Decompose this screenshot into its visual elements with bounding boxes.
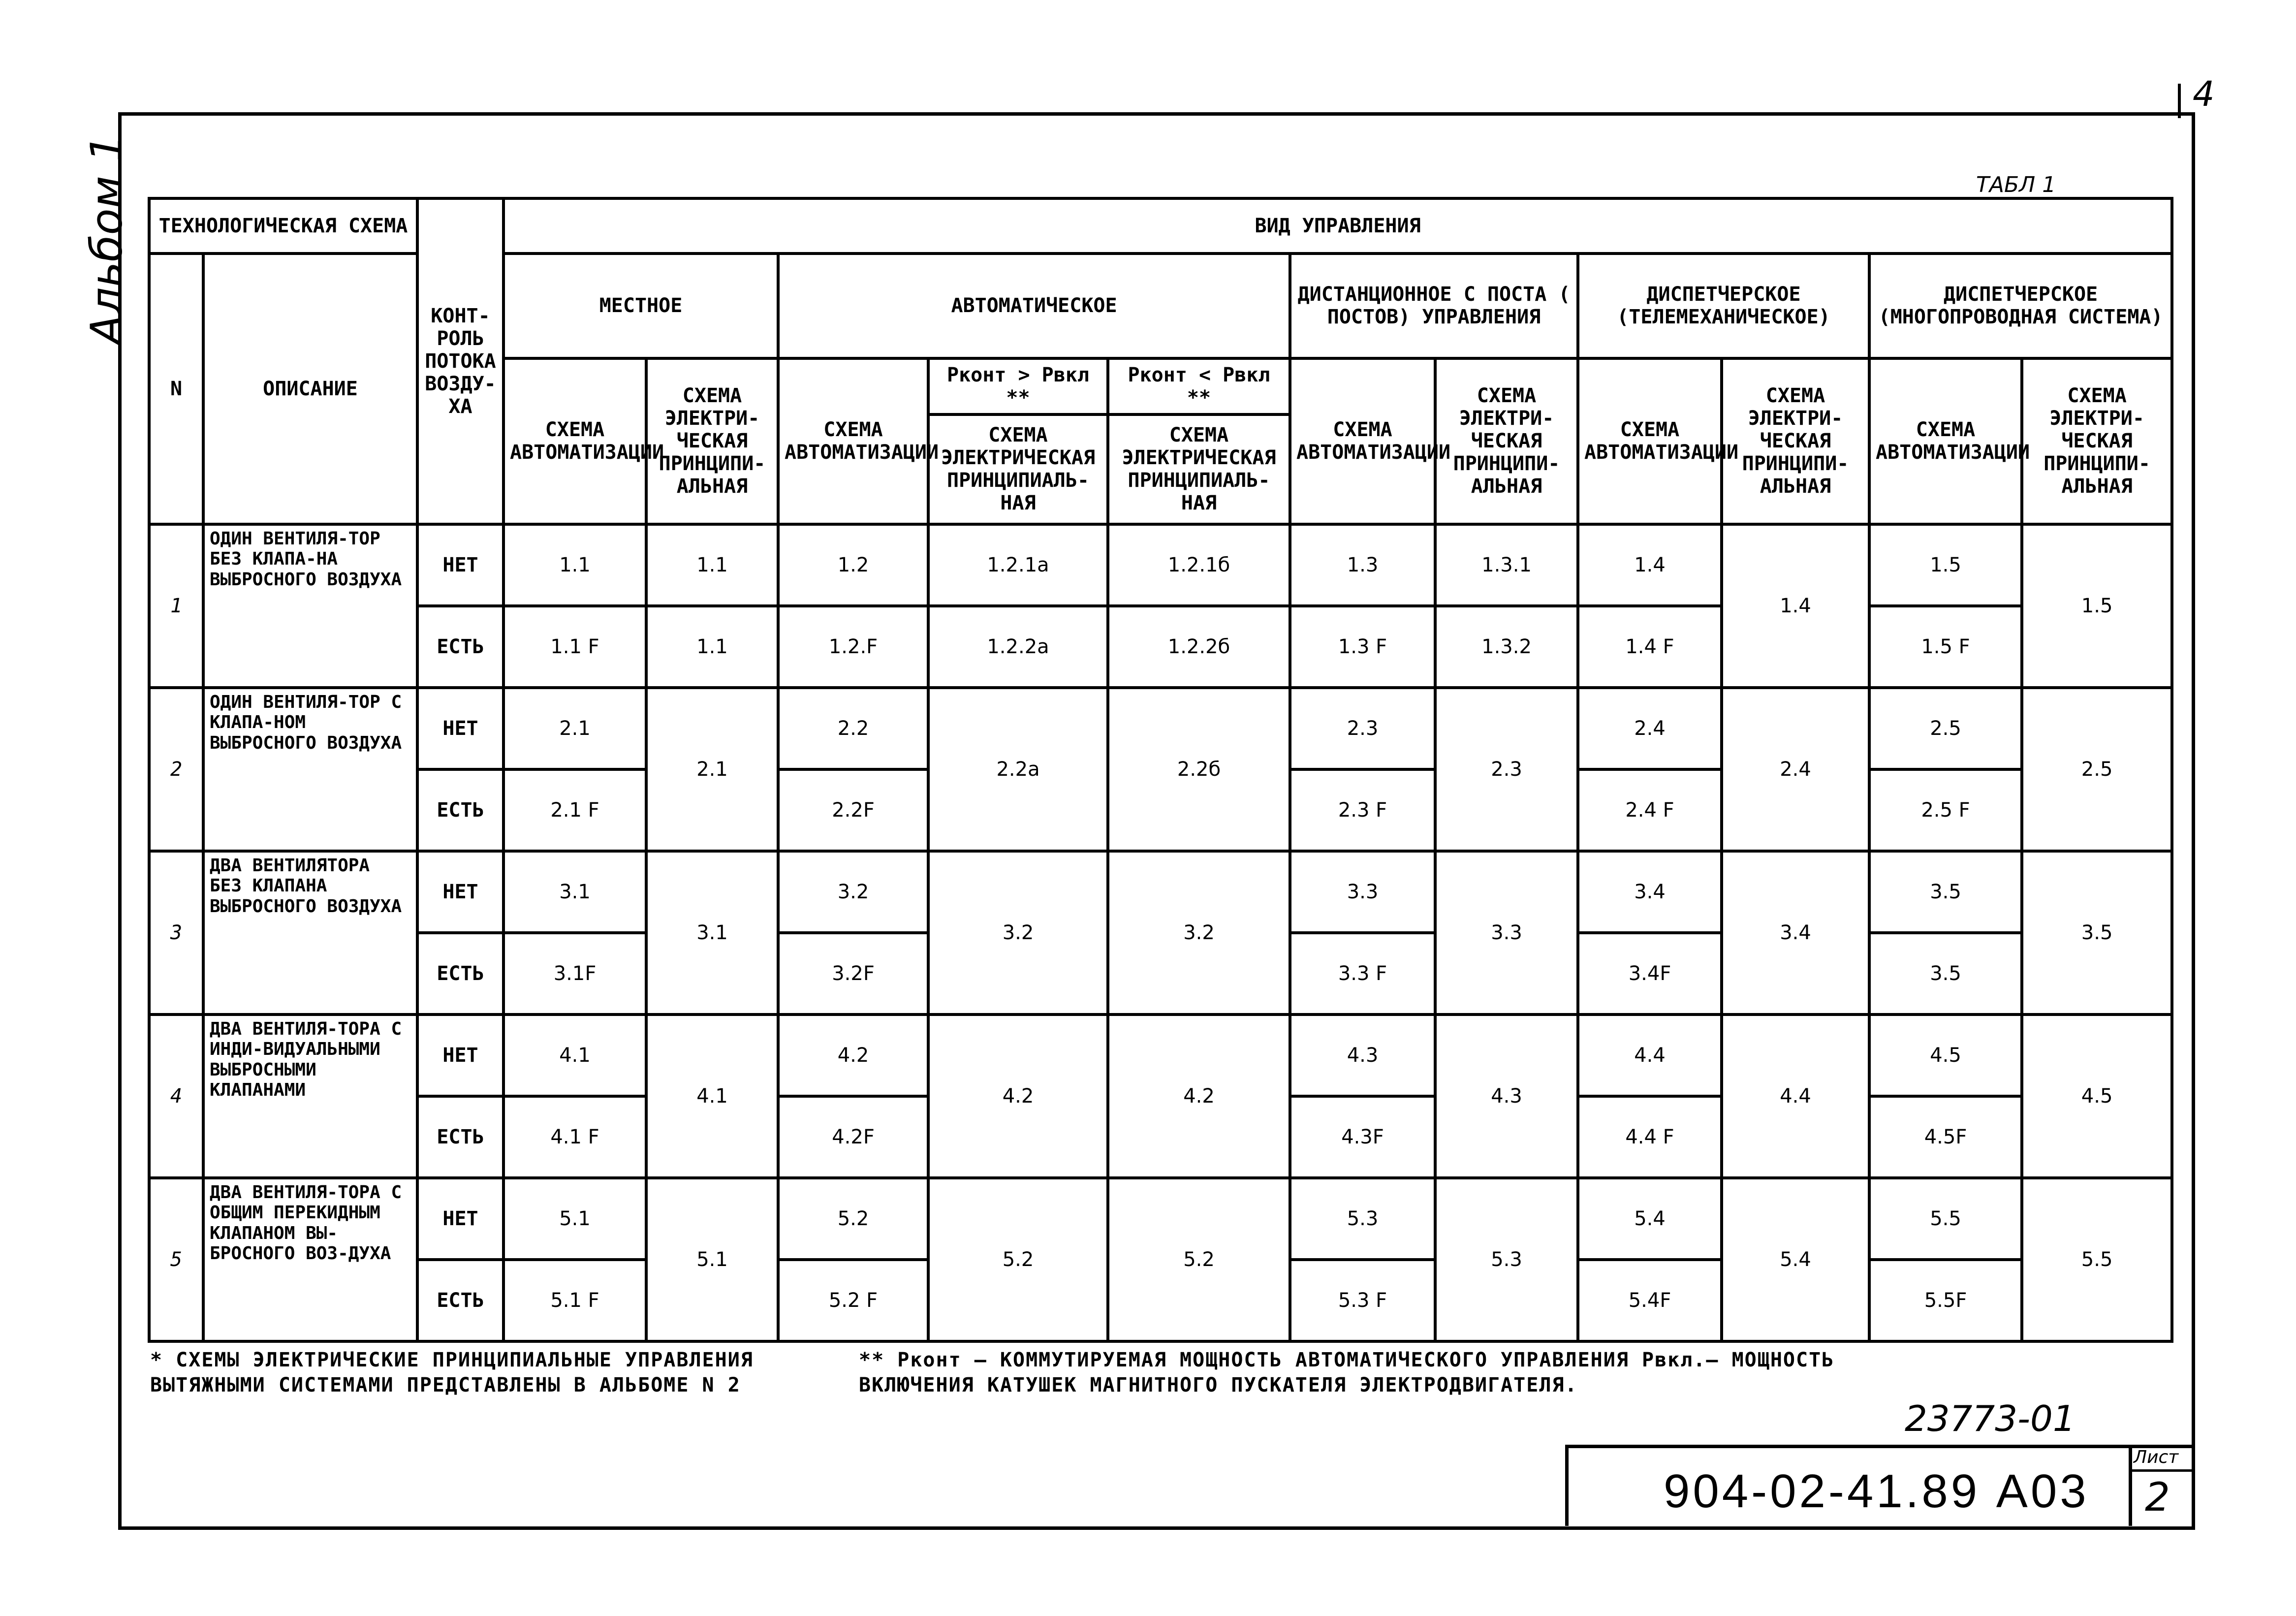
cell-multi-auto-no: 5.5 [1869,1178,2022,1260]
sheet-value: 2 [2145,1474,2170,1520]
header-p-greater-elec: СХЕМА ЭЛЕКТРИЧЕСКАЯ ПРИНЦИПИАЛЬ-НАЯ [928,414,1108,524]
cell-p-greater-no: 1.2.1а [928,524,1108,606]
cell-multi-auto-no: 2.5 [1869,688,2022,769]
cell-multi-elec: 4.5 [2022,1014,2172,1178]
cell-remote-elec: 2.3 [1435,688,1578,851]
table-label: ТАБЛ 1 [1976,172,2056,197]
cell-p-greater: 2.2а [928,688,1108,851]
cell-remote-auto-no: 2.3 [1290,688,1435,769]
cell-multi-auto-yes: 3.5 [1869,933,2022,1014]
row-description: ДВА ВЕНТИЛЯТОРА БЕЗ КЛАПАНА ВЫБРОСНОГО ВОЗДУХА [203,851,417,1014]
cell-auto-yes: 2.2F [778,769,928,851]
cell-p-greater: 4.2 [928,1014,1108,1178]
cell-tele-elec: 3.4 [1722,851,1869,1014]
cell-local-auto-no: 4.1 [503,1014,646,1096]
header-remote-elec: СХЕМА ЭЛЕКТРИ-ЧЕСКАЯ ПРИНЦИПИ-АЛЬНАЯ [1435,358,1578,524]
cell-local-auto-yes: 3.1F [503,933,646,1014]
header-control-type: ВИД УПРАВЛЕНИЯ [503,198,2172,253]
cell-tele-auto-no: 4.4 [1578,1014,1722,1096]
cell-auto-no: 5.2 [778,1178,928,1260]
header-multi-elec: СХЕМА ЭЛЕКТРИ-ЧЕСКАЯ ПРИНЦИПИ-АЛЬНАЯ [2022,358,2172,524]
cell-local-auto-no: 1.1 [503,524,646,606]
cell-multi-auto-no: 4.5 [1869,1014,2022,1096]
airflow-no: НЕТ [417,1178,503,1260]
cell-remote-elec: 5.3 [1435,1178,1578,1341]
row-number: 5 [149,1178,203,1341]
row-description: ДВА ВЕНТИЛЯ-ТОРА С ИНДИ-ВИДУАЛЬНЫМИ ВЫБРОСНЫМИ КЛАПАНАМИ [203,1014,417,1178]
cell-remote-auto-yes: 5.3 F [1290,1260,1435,1341]
header-local: МЕСТНОЕ [503,253,778,358]
cell-remote-elec: 3.3 [1435,851,1578,1014]
sheet-number: 4 [2193,74,2215,114]
cell-tele-auto-yes: 5.4F [1578,1260,1722,1341]
cell-remote-auto-yes: 4.3F [1290,1096,1435,1178]
header-remote: ДИСТАНЦИОННОЕ С ПОСТА ( ПОСТОВ) УПРАВЛЕНИЯ [1290,253,1578,358]
cell-local-auto-yes: 4.1 F [503,1096,646,1178]
airflow-no: НЕТ [417,524,503,606]
header-automatic: АВТОМАТИЧЕСКОЕ [778,253,1290,358]
cell-p-less: 5.2 [1108,1178,1290,1341]
archive-number: 23773-01 [1905,1398,2076,1439]
cell-auto-yes: 4.2F [778,1096,928,1178]
row-description: ОДИН ВЕНТИЛЯ-ТОР С КЛАПА-НОМ ВЫБРОСНОГО ВОЗДУХА [203,688,417,851]
row-number: 2 [149,688,203,851]
airflow-no: НЕТ [417,851,503,933]
row-number: 1 [149,524,203,688]
airflow-no: НЕТ [417,1014,503,1096]
row-description: ОДИН ВЕНТИЛЯ-ТОР БЕЗ КЛАПА-НА ВЫБРОСНОГО ВОЗДУХА [203,524,417,688]
footnote-electric-schemes: * СХЕМЫ ЭЛЕКТРИЧЕСКИЕ ПРИНЦИПИАЛЬНЫЕ УПРАВЛЕНИЯ ВЫТЯЖНЫМИ СИСТЕМАМИ ПРЕДСТАВЛЕНЫ В АЛЬБОМЕ N 2 [150,1349,754,1397]
cell-local-elec: 2.1 [646,688,778,851]
cell-remote-auto-no: 4.3 [1290,1014,1435,1096]
cell-p-less: 3.2 [1108,851,1290,1014]
header-tele-auto: СХЕМА АВТОМАТИЗАЦИИ [1578,358,1722,524]
cell-p-less: 2.2б [1108,688,1290,851]
cell-remote-auto-yes: 3.3 F [1290,933,1435,1014]
cell-multi-elec: 2.5 [2022,688,2172,851]
cell-remote-auto-no: 1.3 [1290,524,1435,606]
cell-remote-auto-no: 5.3 [1290,1178,1435,1260]
cell-local-elec: 4.1 [646,1014,778,1178]
cell-tele-auto-yes: 2.4 F [1578,769,1722,851]
cell-tele-auto-yes: 4.4 F [1578,1096,1722,1178]
cell-p-greater-yes: 1.2.2а [928,606,1108,688]
cell-tele-auto-no: 2.4 [1578,688,1722,769]
cell-multi-auto-yes: 1.5 F [1869,606,2022,688]
cell-tele-elec: 4.4 [1722,1014,1869,1178]
cell-tele-auto-no: 5.4 [1578,1178,1722,1260]
cell-multi-auto-yes: 4.5F [1869,1096,2022,1178]
cell-auto-no: 1.2 [778,524,928,606]
cell-multi-auto-no: 1.5 [1869,524,2022,606]
header-local-elec: СХЕМА ЭЛЕКТРИ-ЧЕСКАЯ ПРИНЦИПИ-АЛЬНАЯ [646,358,778,524]
header-multi-auto: СХЕМА АВТОМАТИЗАЦИИ [1869,358,2022,524]
cell-auto-no: 2.2 [778,688,928,769]
cell-remote-elec: 4.3 [1435,1014,1578,1178]
header-remote-auto: СХЕМА АВТОМАТИЗАЦИИ [1290,358,1435,524]
airflow-yes: ЕСТЬ [417,933,503,1014]
cell-p-less-yes: 1.2.2б [1108,606,1290,688]
cell-auto-yes: 5.2 F [778,1260,928,1341]
header-p-less: Pконт < Pвкл ** [1108,358,1290,414]
header-p-less-elec: СХЕМА ЭЛЕКТРИЧЕСКАЯ ПРИНЦИПИАЛЬ-НАЯ [1108,414,1290,524]
header-dispatch-multi: ДИСПЕТЧЕРСКОЕ (МНОГОПРОВОДНАЯ СИСТЕМА) [1869,253,2172,358]
header-dispatch-tele: ДИСПЕТЧЕРСКОЕ (ТЕЛЕМЕХАНИЧЕСКОЕ) [1578,253,1869,358]
cell-p-less: 4.2 [1108,1014,1290,1178]
airflow-no: НЕТ [417,688,503,769]
cell-auto-yes: 3.2F [778,933,928,1014]
sheet-tick [2178,84,2181,118]
header-p-greater: Pконт > Pвкл ** [928,358,1108,414]
row-description: ДВА ВЕНТИЛЯ-ТОРА С ОБЩИМ ПЕРЕКИДНЫМ КЛАПАНОМ ВЫ-БРОСНОГО ВОЗ-ДУХА [203,1178,417,1341]
cell-p-less-no: 1.2.1б [1108,524,1290,606]
sheet-box-divider [2129,1469,2193,1472]
header-tele-elec: СХЕМА ЭЛЕКТРИ-ЧЕСКАЯ ПРИНЦИПИ-АЛЬНАЯ [1722,358,1869,524]
cell-p-greater: 5.2 [928,1178,1108,1341]
header-tech-scheme: ТЕХНОЛОГИЧЕСКАЯ СХЕМА [149,198,417,253]
cell-local-elec-no: 1.1 [646,524,778,606]
cell-local-auto-yes: 1.1 F [503,606,646,688]
airflow-yes: ЕСТЬ [417,1096,503,1178]
album-label: Альбом 1 [81,134,132,345]
cell-local-elec: 3.1 [646,851,778,1014]
airflow-yes: ЕСТЬ [417,1260,503,1341]
document-code: 904-02-41.89 А03 [1664,1465,2089,1518]
cell-multi-elec: 1.5 [2022,524,2172,688]
cell-remote-auto-yes: 1.3 F [1290,606,1435,688]
cell-local-auto-no: 3.1 [503,851,646,933]
header-local-auto: СХЕМА АВТОМАТИЗАЦИИ [503,358,646,524]
cell-multi-elec: 3.5 [2022,851,2172,1014]
sheet-label: Лист [2134,1447,2179,1467]
cell-tele-auto-no: 3.4 [1578,851,1722,933]
header-auto-scheme: СХЕМА АВТОМАТИЗАЦИИ [778,358,928,524]
footnote-power-definitions: ** Pконт — КОММУТИРУЕМАЯ МОЩНОСТЬ АВТОМАТИЧЕСКОГО УПРАВЛЕНИЯ Pвкл.— МОЩНОСТЬ ВКЛЮЧЕНИЯ КАТУШЕК МАГНИТНОГО ПУСКАТЕЛЯ ЭЛЕКТРОДВИГАТЕЛЯ. [859,1349,1835,1397]
cell-local-auto-no: 5.1 [503,1178,646,1260]
row-number: 3 [149,851,203,1014]
cell-tele-elec: 5.4 [1722,1178,1869,1341]
header-airflow-control: КОНТ-РОЛЬ ПОТОКА ВОЗДУ-ХА [417,198,503,524]
cell-tele-elec: 1.4 [1722,524,1869,688]
cell-auto-no: 3.2 [778,851,928,933]
cell-remote-auto-no: 3.3 [1290,851,1435,933]
cell-local-elec-yes: 1.1 [646,606,778,688]
cell-multi-elec: 5.5 [2022,1178,2172,1341]
cell-p-greater: 3.2 [928,851,1108,1014]
cell-remote-elec-yes: 1.3.2 [1435,606,1578,688]
cell-auto-yes: 1.2.F [778,606,928,688]
cell-remote-auto-yes: 2.3 F [1290,769,1435,851]
cell-multi-auto-yes: 5.5F [1869,1260,2022,1341]
cell-multi-auto-no: 3.5 [1869,851,2022,933]
cell-local-auto-no: 2.1 [503,688,646,769]
cell-tele-auto-yes: 1.4 F [1578,606,1722,688]
cell-tele-auto-no: 1.4 [1578,524,1722,606]
airflow-yes: ЕСТЬ [417,606,503,688]
row-number: 4 [149,1014,203,1178]
airflow-yes: ЕСТЬ [417,769,503,851]
header-description: ОПИСАНИЕ [203,253,417,524]
control-table [148,197,2173,1343]
cell-auto-no: 4.2 [778,1014,928,1096]
cell-local-elec: 5.1 [646,1178,778,1341]
header-n: N [149,253,203,524]
cell-tele-auto-yes: 3.4F [1578,933,1722,1014]
cell-multi-auto-yes: 2.5 F [1869,769,2022,851]
cell-local-auto-yes: 2.1 F [503,769,646,851]
cell-tele-elec: 2.4 [1722,688,1869,851]
cell-local-auto-yes: 5.1 F [503,1260,646,1341]
cell-remote-elec-no: 1.3.1 [1435,524,1578,606]
